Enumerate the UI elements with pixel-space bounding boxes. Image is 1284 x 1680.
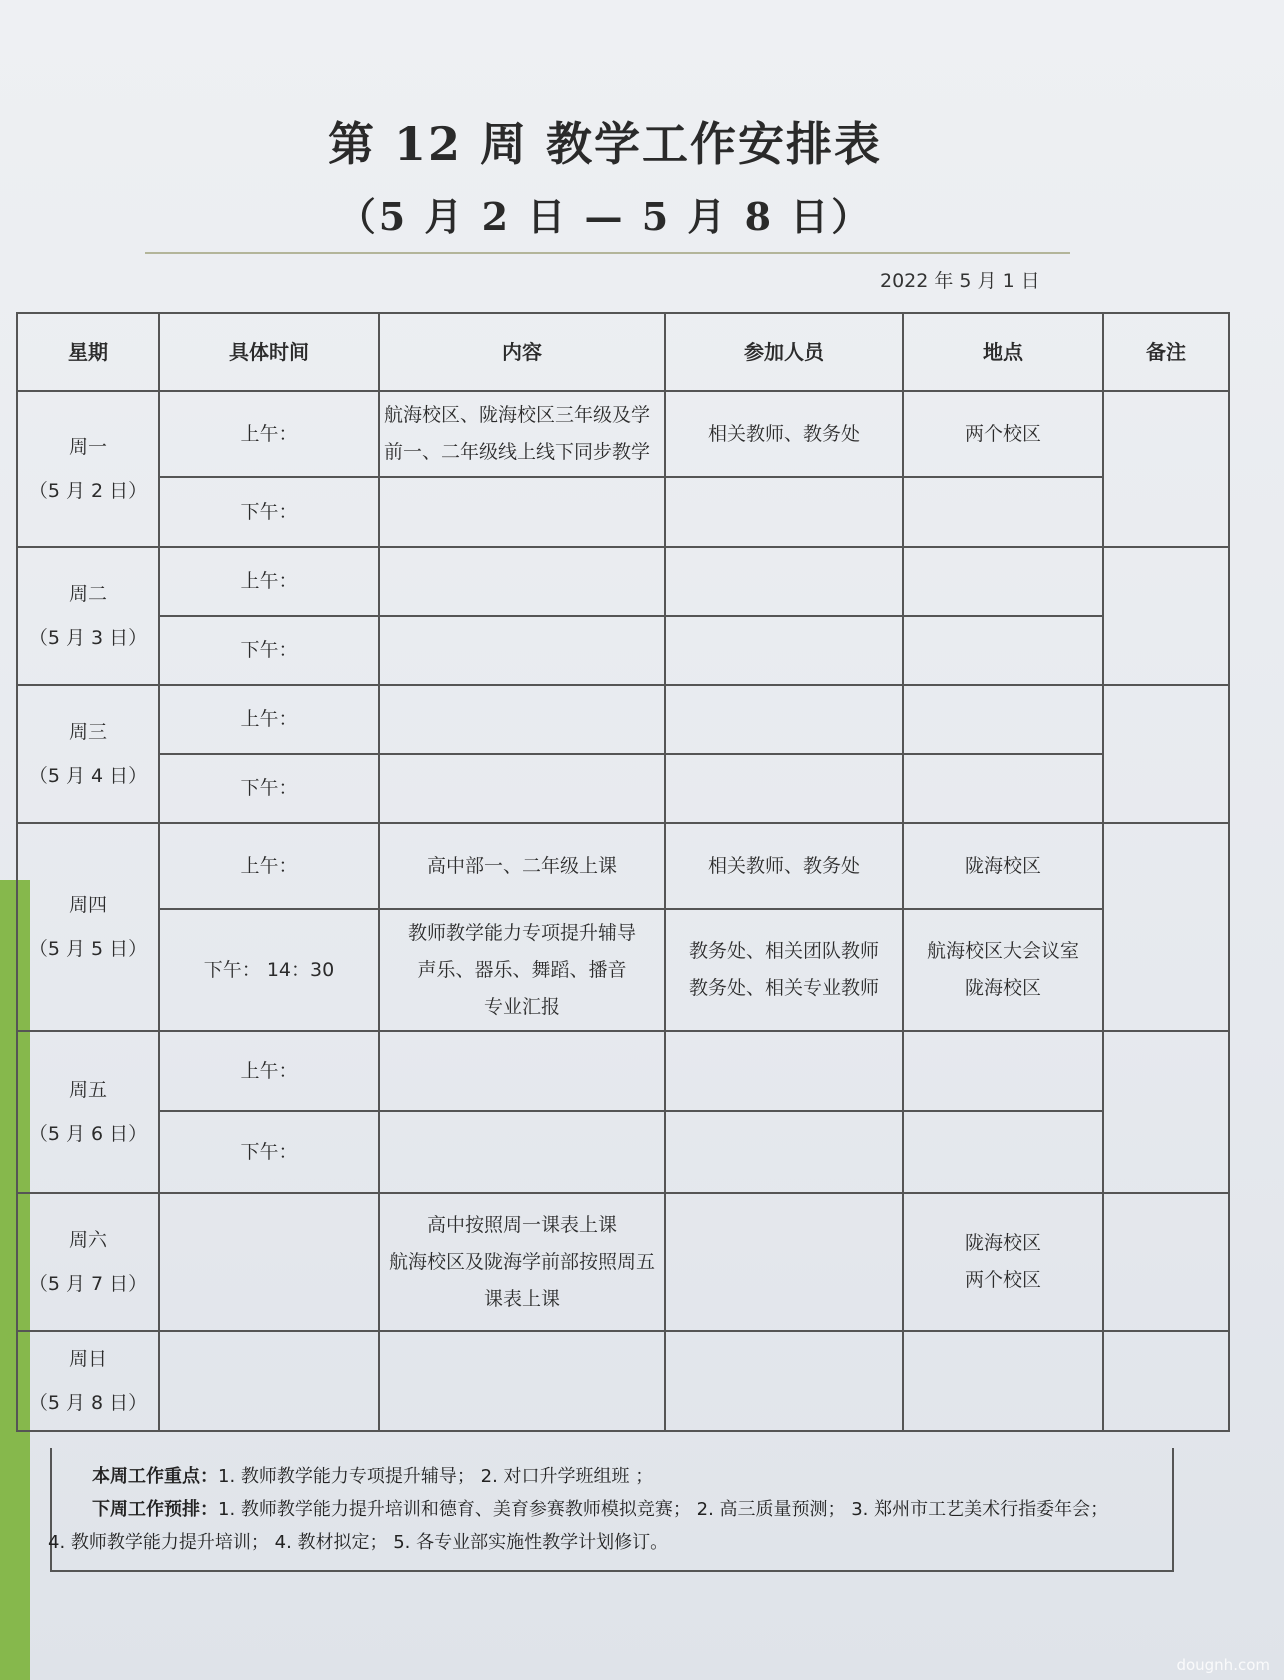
participants-cell xyxy=(665,477,903,547)
content-cell: 高中部一、二年级上课 xyxy=(379,823,665,909)
location-cell xyxy=(903,477,1103,547)
table-row xyxy=(17,1193,1229,1331)
content-cell xyxy=(379,1111,665,1193)
participants-cell xyxy=(665,1193,903,1331)
next-week-plan-line xyxy=(92,1493,1158,1526)
table-row xyxy=(17,391,1229,477)
schedule-table xyxy=(16,312,1230,1432)
weekday-date: （5 月 8 日） xyxy=(28,1392,148,1414)
weekday-cell xyxy=(17,1193,159,1331)
weekday-name: 周二 xyxy=(68,583,107,605)
remarks-cell xyxy=(1103,1193,1229,1331)
location-cell xyxy=(903,616,1103,685)
weekday-name: 周三 xyxy=(68,721,107,743)
table-row xyxy=(17,754,1229,823)
participants-cell: 相关教师、教务处 xyxy=(665,823,903,909)
time-cell: 下午： xyxy=(159,754,379,823)
participants-line: 教务处、相关团队教师 xyxy=(688,940,879,962)
remarks-cell xyxy=(1103,823,1229,1031)
content-line: 教师教学能力专项提升辅导 xyxy=(407,921,636,944)
header-weekday: 星期 xyxy=(17,313,159,391)
weekly-focus-line xyxy=(92,1460,1158,1493)
remarks-cell xyxy=(1103,685,1229,823)
participants-cell xyxy=(665,1031,903,1111)
time-cell xyxy=(159,1193,379,1331)
weekday-name: 周六 xyxy=(68,1229,107,1251)
table-row xyxy=(17,909,1229,1031)
title-divider xyxy=(145,252,1070,254)
content-line: 声乐、器乐、舞蹈、播音 xyxy=(417,958,627,981)
participants-cell: 相关教师、教务处 xyxy=(665,391,903,477)
table-header-row xyxy=(17,313,1229,391)
weekday-cell xyxy=(17,1031,159,1193)
table-row xyxy=(17,1031,1229,1111)
participants-cell xyxy=(665,616,903,685)
time-cell: 上午： xyxy=(159,685,379,754)
weekday-name: 周四 xyxy=(68,894,107,916)
location-cell xyxy=(903,1031,1103,1111)
table-row xyxy=(17,685,1229,754)
weekly-focus-label: 本周工作重点： xyxy=(92,1466,218,1487)
time-cell: 上午： xyxy=(159,391,379,477)
weekday-name: 周日 xyxy=(68,1348,107,1370)
participants-cell xyxy=(665,547,903,616)
content-cell: 航海校区、陇海校区三年级及学前一、二年级线上线下同步教学 xyxy=(379,391,665,477)
participants-cell xyxy=(665,909,903,1031)
weekday-name: 周五 xyxy=(68,1079,107,1101)
next-week-plan-text: 1. 教师教学能力提升培训和德育、美育参赛教师模拟竞赛； 2. 高三质量预测； 3. 郑州市工艺美术行指委年会； xyxy=(218,1499,1109,1520)
header-location: 地点 xyxy=(903,313,1103,391)
weekday-name: 周一 xyxy=(68,436,107,458)
table-row xyxy=(17,1111,1229,1193)
content-cell xyxy=(379,616,665,685)
document-date: 2022 年 5 月 1 日 xyxy=(880,270,1040,292)
weekday-cell xyxy=(17,391,159,547)
time-cell: 下午： xyxy=(159,477,379,547)
content-cell xyxy=(379,1193,665,1331)
content-line: 航海校区及陇海学前部按照周五课表上课 xyxy=(388,1250,655,1310)
location-cell xyxy=(903,685,1103,754)
location-cell: 两个校区 xyxy=(903,391,1103,477)
header-time: 具体时间 xyxy=(159,313,379,391)
table-row xyxy=(17,616,1229,685)
location-cell: 陇海校区 xyxy=(903,823,1103,909)
location-cell xyxy=(903,547,1103,616)
participants-cell xyxy=(665,1331,903,1431)
time-cell: 下午： xyxy=(159,1111,379,1193)
watermark: dougnh.com xyxy=(1176,1656,1270,1674)
weekday-date: （5 月 7 日） xyxy=(28,1273,148,1295)
content-line: 高中按照周一课表上课 xyxy=(426,1213,617,1236)
participants-line: 教务处、相关专业教师 xyxy=(688,977,879,999)
time-cell: 上午： xyxy=(159,547,379,616)
weekday-cell xyxy=(17,823,159,1031)
content-cell xyxy=(379,1331,665,1431)
content-cell xyxy=(379,754,665,823)
participants-cell xyxy=(665,1111,903,1193)
weekday-cell xyxy=(17,547,159,685)
document-subtitle: （5 月 2 日 — 5 月 8 日） xyxy=(337,194,873,239)
location-cell xyxy=(903,1331,1103,1431)
weekday-cell xyxy=(17,1331,159,1431)
location-line: 两个校区 xyxy=(964,1269,1041,1291)
content-cell xyxy=(379,909,665,1031)
weekday-date: （5 月 6 日） xyxy=(28,1123,148,1145)
location-cell xyxy=(903,1193,1103,1331)
time-cell: 上午： xyxy=(159,1031,379,1111)
weekday-cell xyxy=(17,685,159,823)
weekday-date: （5 月 2 日） xyxy=(28,480,148,502)
table-row xyxy=(17,477,1229,547)
content-line: 专业汇报 xyxy=(483,995,560,1018)
content-cell xyxy=(379,477,665,547)
remarks-cell xyxy=(1103,391,1229,547)
next-week-plan-continued: 4. 教师教学能力提升培训； 4. 教材拟定； 5. 各专业部实施性教学计划修订。 xyxy=(48,1532,669,1553)
location-line: 陇海校区 xyxy=(964,1232,1041,1254)
table-row xyxy=(17,823,1229,909)
header-content: 内容 xyxy=(379,313,665,391)
weekday-date: （5 月 4 日） xyxy=(28,765,148,787)
document-title: 第 12 周 教学工作安排表 xyxy=(327,117,883,171)
remarks-cell xyxy=(1103,547,1229,685)
location-line: 陇海校区 xyxy=(964,977,1041,999)
table-row xyxy=(17,1331,1229,1431)
weekly-focus-text: 1. 教师教学能力专项提升辅导； 2. 对口升学班组班 ； xyxy=(218,1466,654,1487)
content-cell xyxy=(379,685,665,754)
header-remarks: 备注 xyxy=(1103,313,1229,391)
footer-notes xyxy=(50,1448,1174,1572)
table-row xyxy=(17,547,1229,616)
location-cell xyxy=(903,754,1103,823)
time-cell xyxy=(159,1331,379,1431)
content-cell xyxy=(379,547,665,616)
location-line: 航海校区大会议室 xyxy=(926,940,1079,962)
participants-cell xyxy=(665,685,903,754)
remarks-cell xyxy=(1103,1031,1229,1193)
weekday-date: （5 月 3 日） xyxy=(28,627,148,649)
time-cell: 上午： xyxy=(159,823,379,909)
weekday-date: （5 月 5 日） xyxy=(28,938,148,960)
header-participants: 参加人员 xyxy=(665,313,903,391)
location-cell xyxy=(903,1111,1103,1193)
participants-cell xyxy=(665,754,903,823)
remarks-cell xyxy=(1103,1331,1229,1431)
location-cell xyxy=(903,909,1103,1031)
time-cell: 下午： 14：30 xyxy=(159,909,379,1031)
content-cell xyxy=(379,1031,665,1111)
next-week-plan-label: 下周工作预排： xyxy=(92,1499,218,1520)
time-cell: 下午： xyxy=(159,616,379,685)
